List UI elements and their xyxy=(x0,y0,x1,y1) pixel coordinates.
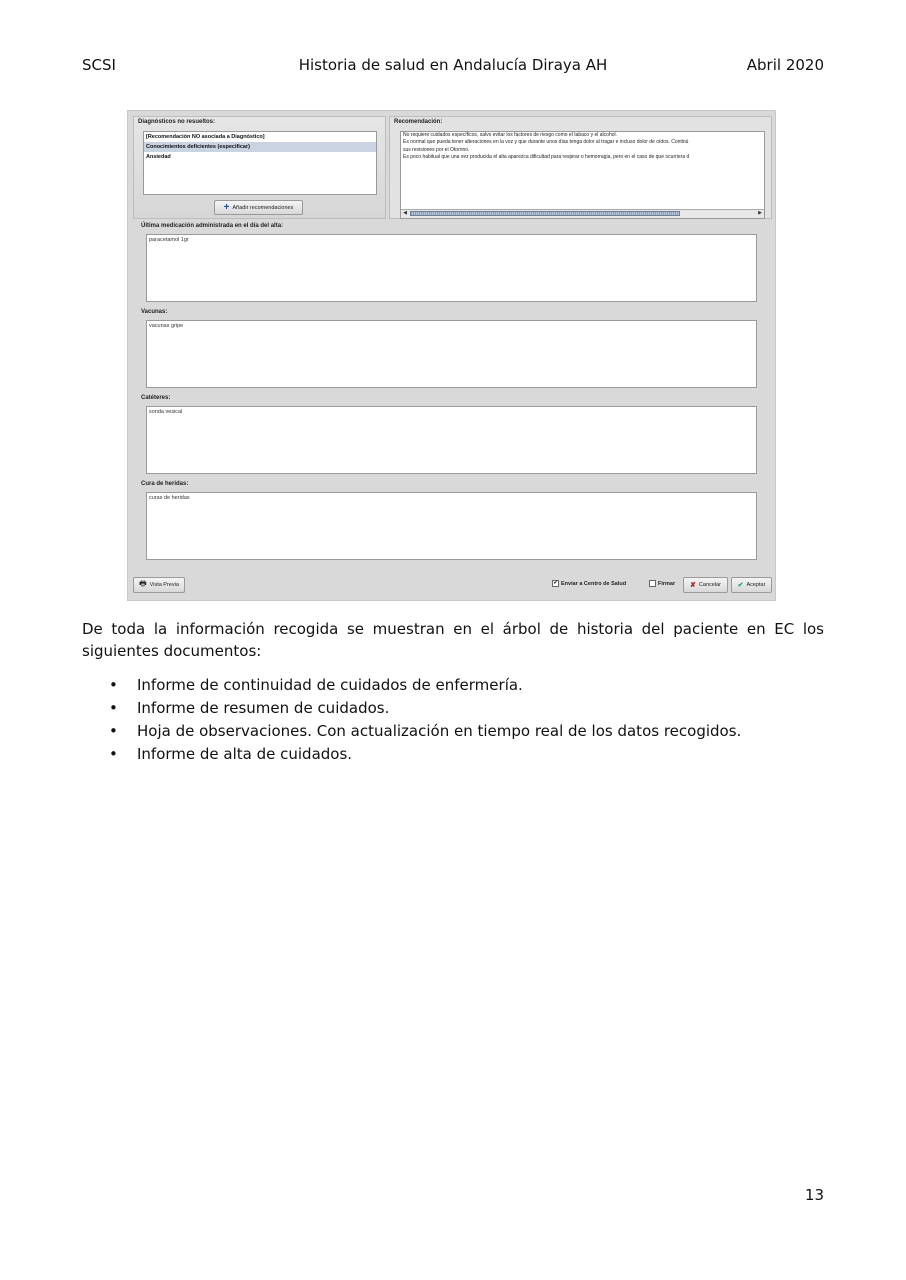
recommendation-line: No requiere cuidados específicos, salvo evitar los factores de riesgo como el tabaco y el alcohol. xyxy=(403,132,618,138)
field-label-medication: Última medicación administrada en el día del alta: xyxy=(141,223,284,229)
wound-care-value: curas de heridas xyxy=(149,495,190,501)
sign-checkbox-group[interactable] xyxy=(649,580,675,587)
header-left: SCSI xyxy=(82,56,116,74)
list-item: • Informe de alta de cuidados. xyxy=(82,743,741,766)
preview-label: Vista Previa xyxy=(149,582,179,588)
recommendation-title: Recomendación: xyxy=(394,119,443,125)
header-date: Abril 2020 xyxy=(746,56,824,74)
send-checkbox[interactable]: ✔ xyxy=(553,580,558,586)
medication-value: paracetamol 1gr xyxy=(149,237,189,243)
diagnoses-list[interactable] xyxy=(143,131,377,195)
vaccines-field[interactable] xyxy=(146,320,757,388)
field-label-vaccines: Vacunas: xyxy=(141,309,168,315)
scrollbar-thumb[interactable] xyxy=(410,211,680,216)
field-label-wound-care: Cura de heridas: xyxy=(141,481,189,487)
recommendation-text[interactable] xyxy=(400,131,765,219)
scroll-left-icon[interactable]: ◀ xyxy=(403,210,407,216)
send-checkbox-group[interactable] xyxy=(552,580,626,587)
page-number: 13 xyxy=(804,1186,824,1204)
field-label-catheters: Catéteres: xyxy=(141,395,171,401)
cancel-button[interactable] xyxy=(683,577,728,593)
wound-care-field[interactable] xyxy=(146,492,757,560)
list-item: • Informe de continuidad de cuidados de enfermería. xyxy=(82,674,741,697)
scroll-right-icon[interactable]: ▶ xyxy=(758,210,762,216)
header-title: Historia de salud en Andalucía Diraya AH xyxy=(298,56,608,74)
list-item: • Hoja de observaciones. Con actualización en tiempo real de los datos recogidos. xyxy=(82,720,741,743)
body-paragraph: De toda la información recogida se muestran en el árbol de historia del paciente en EC los siguientes documentos: xyxy=(82,620,824,660)
add-recommendations-label: Añadir recomendaciones xyxy=(232,204,294,211)
diagnoses-title: Diagnósticos no resueltos: xyxy=(138,119,216,125)
bottom-toolbar xyxy=(128,570,775,600)
recommendation-panel xyxy=(389,116,772,219)
accept-label: Aceptar xyxy=(746,582,766,588)
preview-button[interactable] xyxy=(133,577,185,593)
add-recommendations-button[interactable] xyxy=(214,200,303,215)
list-item[interactable]: Conocimientos deficientes (especificar) xyxy=(144,142,376,152)
printer-icon: 🖶 xyxy=(139,579,147,588)
cancel-label: Cancelar xyxy=(698,582,721,588)
check-icon: ✔ xyxy=(737,582,744,589)
list-item: • Informe de resumen de cuidados. xyxy=(82,697,741,720)
catheters-field[interactable] xyxy=(146,406,757,474)
cancel-icon: ✘ xyxy=(690,582,696,589)
embedded-screenshot xyxy=(127,110,776,601)
recommendation-line: Es poco habitual que una vez producida el alta aparezca dificultad para respirar o hemorragia, pero en el caso de que ocurriera d xyxy=(403,154,690,161)
sign-label: Firmar xyxy=(658,580,676,587)
sign-checkbox[interactable] xyxy=(649,580,656,587)
recommendation-line: Es normal que pueda tener alteraciones en la voz y que durante unos días tenga dolor al tragar e incluso dolor de oídos. Continú xyxy=(403,139,689,146)
medication-field[interactable] xyxy=(146,234,757,302)
list-item[interactable]: [Recomendación NO asociada a Diagnóstico] xyxy=(146,134,265,140)
document-list xyxy=(82,674,741,766)
diagnoses-panel xyxy=(133,116,386,219)
catheters-value: sonda vesical xyxy=(149,409,183,415)
list-item[interactable]: Ansiedad xyxy=(146,154,171,160)
send-label: Enviar a Centro de Salud xyxy=(561,580,627,587)
accept-button[interactable] xyxy=(731,577,772,593)
vaccines-value: vacunas gripe xyxy=(149,323,184,329)
recommendation-line: sus revisiones por el Otorrino. xyxy=(403,146,470,153)
plus-icon: + xyxy=(223,201,230,213)
horizontal-scrollbar[interactable] xyxy=(401,209,764,218)
